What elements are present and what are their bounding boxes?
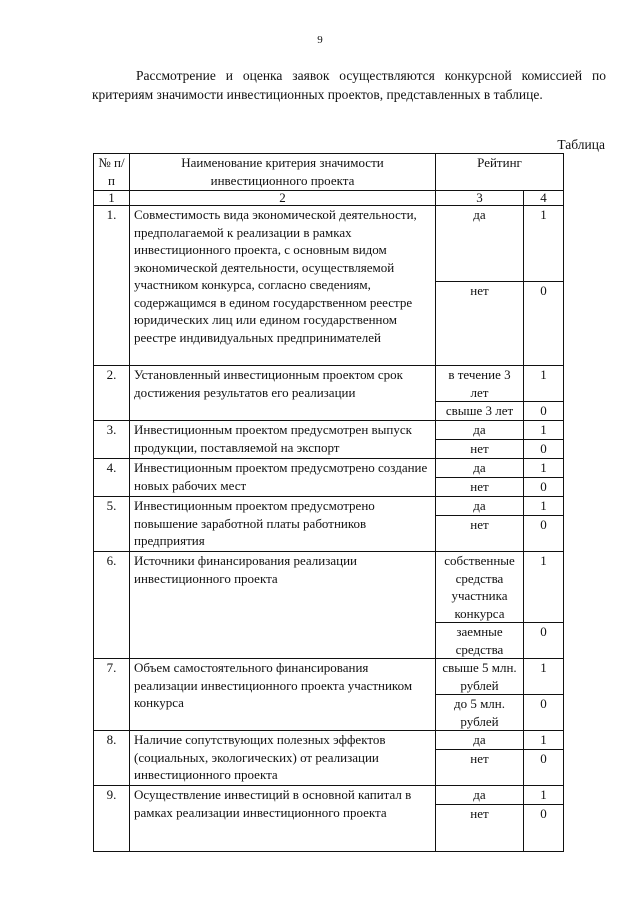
criterion-number: 7. (94, 659, 130, 731)
rating-option: до 5 млн. рублей (436, 695, 524, 731)
rating-score: 1 (524, 731, 564, 750)
rating-score: 1 (524, 497, 564, 516)
criteria-row (94, 497, 564, 516)
column-index: 4 (524, 191, 564, 206)
criterion-name: Установленный инвестиционным проектом срок достижения результатов его реализации (130, 366, 436, 421)
column-index: 3 (436, 191, 524, 206)
criteria-table (93, 153, 564, 852)
rating-score: 1 (524, 459, 564, 478)
page-number: 9 (317, 34, 323, 46)
criterion-name: Источники финансирования реализации инвестиционного проекта (130, 552, 436, 659)
rating-option: свыше 3 лет (436, 402, 524, 421)
criterion-number: 1. (94, 206, 130, 366)
rating-option: да (436, 459, 524, 478)
criterion-number: 6. (94, 552, 130, 659)
rating-score: 1 (524, 552, 564, 623)
rating-score: 1 (524, 421, 564, 440)
rating-option: в течение 3 лет (436, 366, 524, 402)
rating-score: 0 (524, 750, 564, 786)
rating-option: нет (436, 478, 524, 497)
criteria-row (94, 421, 564, 440)
criteria-row (94, 552, 564, 623)
criterion-number: 3. (94, 421, 130, 459)
rating-option: собственные средства участника конкурса (436, 552, 524, 623)
rating-score: 1 (524, 786, 564, 805)
rating-option: свыше 5 млн. рублей (436, 659, 524, 695)
rating-score: 0 (524, 478, 564, 497)
criterion-number: 4. (94, 459, 130, 497)
criteria-table-body (94, 206, 564, 852)
rating-score: 0 (524, 282, 564, 366)
criteria-row (94, 659, 564, 695)
criteria-row (94, 366, 564, 402)
criteria-row (94, 206, 564, 282)
rating-option: нет (436, 282, 524, 366)
column-index-row (94, 191, 564, 206)
rating-score: 1 (524, 366, 564, 402)
header-rating: Рейтинг (436, 154, 564, 191)
rating-option: нет (436, 516, 524, 552)
table-header-row (94, 154, 564, 191)
header-num: № п/п (94, 154, 130, 191)
rating-score: 0 (524, 695, 564, 731)
criterion-name: Инвестиционным проектом предусмотрено создание новых рабочих мест (130, 459, 436, 497)
rating-score: 1 (524, 659, 564, 695)
rating-option: нет (436, 750, 524, 786)
criterion-name: Инвестиционным проектом предусмотрен выпуск продукции, поставляемой на экспорт (130, 421, 436, 459)
criterion-number: 2. (94, 366, 130, 421)
rating-score: 0 (524, 623, 564, 659)
rating-option: нет (436, 805, 524, 852)
criterion-name: Инвестиционным проектом предусмотрено повышение заработной платы работников предприятия (130, 497, 436, 552)
rating-score: 0 (524, 440, 564, 459)
criteria-row (94, 786, 564, 805)
rating-score: 0 (524, 805, 564, 852)
rating-score: 0 (524, 402, 564, 421)
criterion-name: Наличие сопутствующих полезных эффектов (социальных, экологических) от реализации инвестиционного проекта (130, 731, 436, 786)
criterion-name: Объем самостоятельного финансирования реализации инвестиционного проекта участником конкурса (130, 659, 436, 731)
criterion-name: Совместимость вида экономической деятельности, предполагаемой к реализации в рамках инвестиционного проекта, с основным видом экономической деятельности, осуществляемой участником конкурса, согласно сведениям, содержащимся в едином государственном реестре юридических лиц или едином государственном реестре индивидуальных предпринимателей (130, 206, 436, 366)
rating-score: 0 (524, 516, 564, 552)
rating-option: да (436, 206, 524, 282)
criterion-number: 5. (94, 497, 130, 552)
criterion-name: Осуществление инвестиций в основной капитал в рамках реализации инвестиционного проекта (130, 786, 436, 852)
header-criterion: Наименование критерия значимости инвестиционного проекта (130, 154, 436, 191)
rating-option: да (436, 786, 524, 805)
table-caption: Таблица (557, 137, 605, 152)
criterion-number: 8. (94, 731, 130, 786)
rating-option: нет (436, 440, 524, 459)
rating-score: 1 (524, 206, 564, 282)
column-index: 2 (130, 191, 436, 206)
criteria-row (94, 459, 564, 478)
intro-paragraph: Рассмотрение и оценка заявок осуществляются конкурсной комиссией по критериям значимости инвестиционных проектов, представленных в таблице. (92, 68, 606, 102)
criterion-number: 9. (94, 786, 130, 852)
criteria-row (94, 731, 564, 750)
rating-option: да (436, 497, 524, 516)
rating-option: заемные средства (436, 623, 524, 659)
rating-option: да (436, 421, 524, 440)
rating-option: да (436, 731, 524, 750)
column-index: 1 (94, 191, 130, 206)
